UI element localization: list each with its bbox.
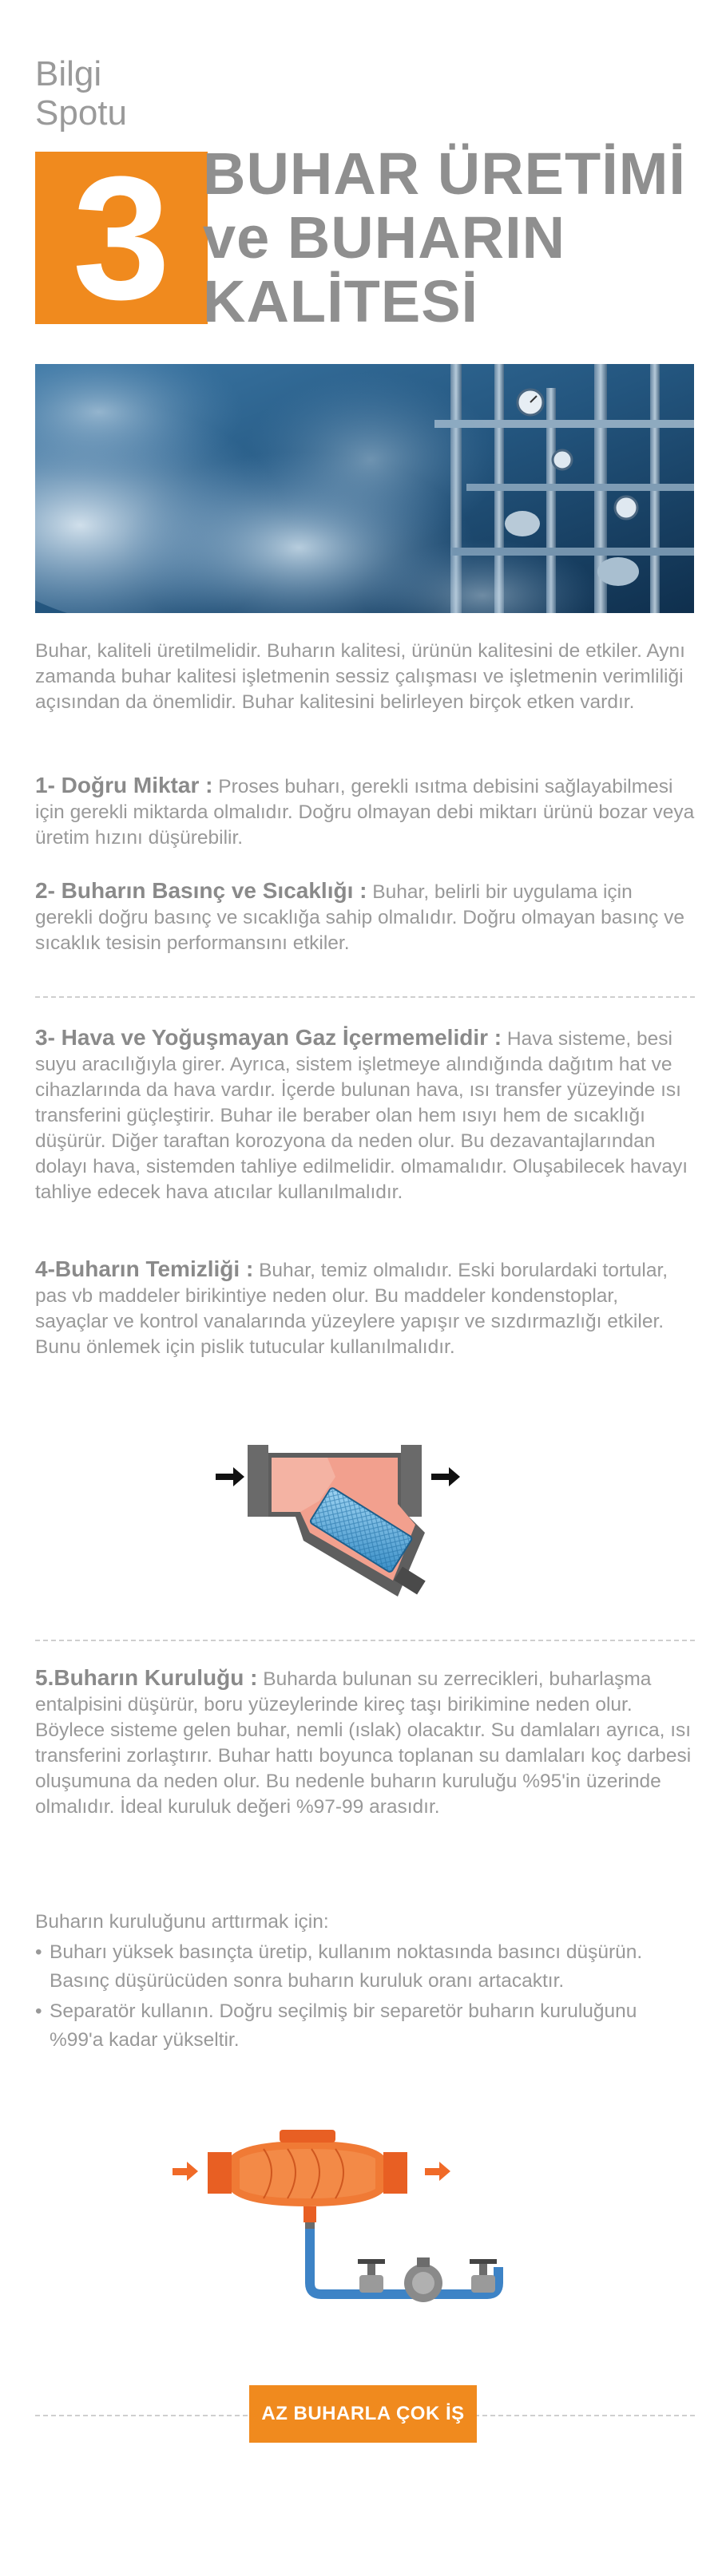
section-4-text: Buhar, temiz olmalıdır. Eski borulardaki tortular, pas vb maddeler birikintiye neden olur. Bu maddeler kondenstoplar, sayaçlar ve kontrol vanalarında yüzeylere yapışır ve sızdırmazlığı etkiler. Bunu önlemek için pislik tutucular kullanılmalıdır. — [35, 1260, 668, 1358]
dryness-tips-list — [35, 1938, 695, 2056]
section-3 — [35, 1025, 695, 1205]
section-5-text: Buharda bulunan su zerrecikleri, buharlaşma entalpisini düşürür, boru yüzeylerinde kireç taşı birikimine neden olur. Böylece sisteme gelen buhar, nemli (ıslak) olacaktır. Su damlaları ayrıca, ısı transferini zorlaştırır. Buhar hattı boyunca toplanan su damlaları koç darbesi oluşumuna da neden olur. Bu nedenle buharın kuruluğu %95'in üzerinde olmalıdır. İdeal kuruluk değeri %97-99 arasıdır. — [35, 1668, 692, 1818]
section-4-heading: 4-Buharın Temizliği : — [35, 1256, 254, 1281]
az-buharla-cok-is-button[interactable]: AZ BUHARLA ÇOK İŞ — [249, 2385, 477, 2443]
title-line-2: ve BUHARIN — [203, 204, 566, 271]
issue-number-badge — [35, 140, 208, 336]
kicker-line-2: Spotu — [35, 93, 127, 133]
flow-out-arrow-icon — [425, 2162, 450, 2181]
steam-plant-illustration — [35, 364, 694, 613]
section-5 — [35, 1665, 695, 1820]
dryness-lead: Buharın kuruluğunu arttırmak için: — [35, 1911, 329, 1933]
section-1-heading: 1- Doğru Miktar : — [35, 773, 213, 797]
section-4 — [35, 1256, 695, 1360]
separator-figure — [168, 2123, 559, 2327]
strainer-figure — [216, 1413, 471, 1609]
section-5-heading: 5.Buharın Kuruluğu : — [35, 1665, 258, 1690]
divider-1 — [35, 996, 695, 998]
list-item: • Separatör kullanın. Doğru seçilmiş bir separetör buharın kuruluğunu %99'a kadar yükseltir. — [35, 1997, 695, 2055]
flow-in-arrow-icon — [216, 1467, 244, 1486]
page-title — [203, 142, 686, 334]
flow-in-arrow-icon — [173, 2162, 198, 2181]
hero-image — [35, 364, 694, 613]
kicker-line-1: Bilgi — [35, 54, 102, 93]
title-line-3: KALİTESİ — [203, 268, 479, 334]
section-3-text: Hava sisteme, besi suyu aracılığıyla girer. Ayrıca, sistem işletmeye alındığında dağıtım hat ve cihazlarında da hava vardır. İçerde bulunan hava, ısı transfer yüzeyinde ısı transferini güçleştirir. Buhar ile beraber olan hem ısıyı hem de sıcaklığı düşürür. Diğer taraftan korozyona da neden olur. Bu dezavantajlarından dolayı hava, sistemden tahliye edilmelidir. olmamalıdır. Oluşabilecek havayı tahliye edecek hava atıcılar kullanılmalıdır. — [35, 1028, 688, 1203]
strainer-illustration — [216, 1413, 471, 1605]
bilgi-spotu-label — [35, 54, 127, 133]
section-2 — [35, 878, 695, 956]
section-1-text: Proses buharı, gerekli ısıtma debisini sağlayabilmesi için gerekli miktarda olmalıdır. Doğru olmayan debi miktarı ürünü bozar veya üretim hızını düşürebilir. — [35, 776, 695, 849]
valve-icon — [358, 2259, 385, 2293]
section-2-heading: 2- Buharın Basınç ve Sıcaklığı : — [35, 878, 367, 903]
separator-illustration — [168, 2123, 559, 2323]
intro-paragraph: Buhar, kaliteli üretilmelidir. Buharın kalitesi, ürünün kalitesini de etkiler. Aynı zamanda buhar kalitesi işletmenin sessiz çalışması ve işletmenin verimliliği açısından da önemlidir. Buhar kalitesini belirleyen birçok etken vardır. — [35, 640, 685, 713]
valve-icon — [470, 2259, 497, 2293]
divider-2 — [35, 1640, 695, 1641]
steam-trap-icon — [404, 2257, 442, 2302]
title-line-1: BUHAR ÜRETİMİ — [203, 140, 686, 207]
section-2-text: Buhar, belirli bir uygulama için gerekli doğru basınç ve sıcaklığa sahip olmalıdır. Doğru olmayan basınç ve sıcaklık tesisin performansını etkiler. — [35, 881, 685, 954]
list-item: • Buharı yüksek basınçta üretip, kullanım noktasında basıncı düşürün. Basınç düşürücüden sonra buharın kuruluk oranı artacaktır. — [35, 1938, 695, 1996]
section-1 — [35, 773, 695, 851]
issue-number: 3 — [72, 140, 171, 336]
flow-out-arrow-icon — [431, 1467, 460, 1486]
section-3-heading: 3- Hava ve Yoğuşmayan Gaz İçermemelidir : — [35, 1025, 502, 1050]
